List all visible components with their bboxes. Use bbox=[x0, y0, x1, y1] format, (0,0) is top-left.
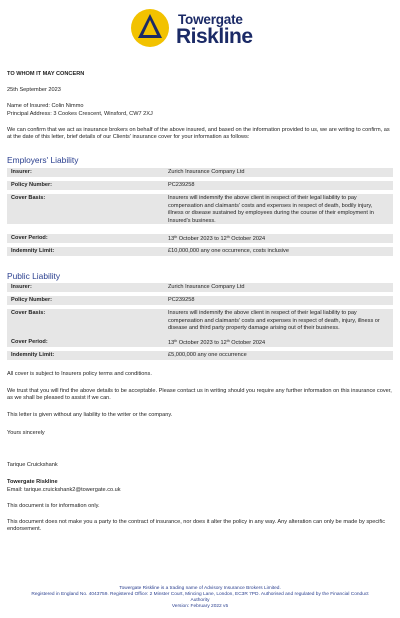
footer-line-2: Registered in England No. 4043759. Registered Office: 2 Minster Court, Mincing Lane, London, EC3R 7PD. Authorised and regulated by the Financial Conduct Authority bbox=[31, 592, 369, 604]
footer-line-1: Towergate Riskline is a trading name of Advisory Insurance Brokers Limited. bbox=[119, 586, 281, 591]
el-policy-row bbox=[7, 181, 393, 190]
el-basis-value: Insurers will indemnify the above client in respect of their legal liability to pay compensation and claimants' costs and expenses in respect of death, bodily injury, illness or disease sustained by employees during the course of their employment in Insured's business. bbox=[168, 195, 374, 224]
footer bbox=[0, 586, 400, 610]
employers-liability-title: Employers' Liability bbox=[7, 155, 79, 165]
el-policy-value: PC239258 bbox=[168, 182, 195, 189]
el-period-value: 13th October 2023 to 12th October 2024 bbox=[168, 235, 266, 243]
pl-insurer-row bbox=[7, 283, 393, 292]
pl-indemnity-label: Indemnity Limit: bbox=[11, 352, 55, 359]
el-indemnity-label: Indemnity Limit: bbox=[11, 248, 55, 255]
insured-name: Name of Insured: Colin Nimmo bbox=[7, 103, 84, 109]
disclaimer: This document does not make you a party to the contract of insurance, nor does it alter the policy in any way. Any alteration can only be made by specific endorsement. bbox=[7, 519, 385, 533]
pl-policy-row bbox=[7, 296, 393, 305]
signatory-name: Tarique Cruickshank bbox=[7, 462, 58, 468]
subject-terms: All cover is subject to Insurers policy terms and conditions. bbox=[7, 371, 152, 377]
public-liability-title: Public Liability bbox=[7, 271, 61, 281]
logo-line-2: Riskline bbox=[176, 25, 253, 48]
el-basis-label: Cover Basis: bbox=[11, 195, 46, 202]
pl-indemnity-value: £5,000,000 any one occurrence bbox=[168, 352, 247, 359]
pl-basis-value: Insurers will indemnify the above client in respect of their legal liability to pay compensation and claimants' costs and expenses in respect of death, injury, illness or disease and third party property damage arising out of their business. bbox=[168, 310, 380, 332]
el-indemnity-row bbox=[7, 247, 393, 256]
letter-date: 25th September 2023 bbox=[7, 87, 61, 93]
pl-insurer-value: Zurich Insurance Company Ltd bbox=[168, 284, 245, 291]
pl-period-value: 13th October 2023 to 12th October 2024 bbox=[168, 339, 266, 347]
pl-basis-row bbox=[7, 309, 393, 339]
info-only: This document is for information only. bbox=[7, 503, 100, 509]
sun-logo-icon bbox=[130, 8, 172, 48]
pl-period-label: Cover Period: bbox=[11, 339, 48, 346]
signoff: Yours sincerely bbox=[7, 430, 45, 436]
intro-paragraph: We can confirm that we act as insurance brokers on behalf of the above insured, and based on the information provided to us, we are writing to confirm, as at the date of this letter, brief details of our Clients' insurance cover for your information as follows: bbox=[7, 127, 390, 141]
pl-indemnity-row bbox=[7, 351, 393, 360]
logo-line-1: Towergate bbox=[178, 12, 243, 27]
el-period-label: Cover Period: bbox=[11, 235, 48, 242]
el-indemnity-value: £10,000,000 any one occurrence, costs inclusive bbox=[168, 248, 289, 255]
el-insurer-value: Zurich Insurance Company Ltd bbox=[168, 169, 245, 176]
el-policy-label: Policy Number: bbox=[11, 182, 53, 189]
el-basis-row bbox=[7, 194, 393, 224]
towergate-riskline-logo bbox=[130, 8, 280, 48]
el-insurer-label: Insurer: bbox=[11, 169, 32, 176]
el-insurer-row bbox=[7, 168, 393, 177]
principal-address: Principal Address: 3 Cookes Crescent, Winsford, CW7 2XJ bbox=[7, 111, 153, 117]
liability-statement: This letter is given without any liability to the writer or the company. bbox=[7, 412, 173, 418]
el-period-row bbox=[7, 234, 393, 243]
signatory-company: Towergate Riskline bbox=[7, 479, 58, 485]
pl-insurer-label: Insurer: bbox=[11, 284, 32, 291]
pl-policy-value: PC239258 bbox=[168, 297, 195, 304]
trust-paragraph: We trust that you will find the above details to be acceptable. Please contact us in writing should you require any further information on this insurance cover, as we shall be pleased to assist if we can. bbox=[7, 388, 392, 402]
pl-policy-label: Policy Number: bbox=[11, 297, 53, 304]
signatory-email: Email: tarique.cruickshank2@towergate.co.uk bbox=[7, 487, 121, 493]
salutation: TO WHOM IT MAY CONCERN bbox=[7, 71, 85, 77]
pl-basis-label: Cover Basis: bbox=[11, 310, 46, 317]
pl-period-row bbox=[7, 338, 393, 347]
footer-version: Version: February 2022 v5 bbox=[171, 604, 229, 610]
